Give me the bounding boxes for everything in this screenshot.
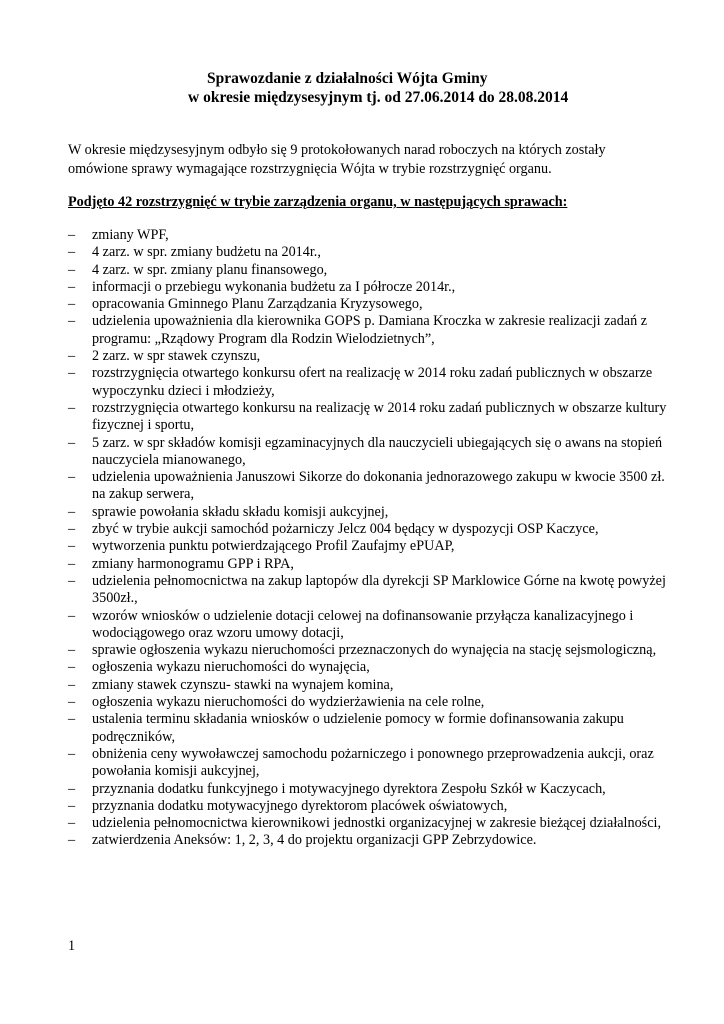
list-item-text: opracowania Gminnego Planu Zarządzania Kryzysowego, — [92, 296, 423, 313]
list-item-text: udzielenia upoważnienia dla kierownika GOPS p. Damiana Kroczka w zakresie realizacji zadań z programu: „Rządowy Program dla Rodzin Wielodzietnych”, — [92, 313, 648, 347]
bullet-dash: – — [68, 815, 76, 832]
list-item-text: 5 zarz. w spr składów komisji egzaminacyjnych dla nauczycieli ubiegających się o awans na stopień nauczyciela mianowanego, — [92, 434, 663, 468]
list-item — [68, 244, 668, 261]
bullet-dash: – — [68, 538, 76, 555]
bullet-dash: – — [68, 642, 76, 659]
bullet-dash: – — [68, 227, 76, 243]
list-item-text: rozstrzygnięcia otwartego konkursu ofert na realizację w 2014 roku zadań publicznych w obszarze wypoczynku dzieci i młodzieży, — [92, 365, 653, 399]
list-item — [68, 711, 668, 746]
bullet-dash: – — [68, 521, 76, 538]
bullet-dash: – — [68, 503, 76, 520]
list-item-text: udzielenia pełnomocnictwa kierownikowi jednostki organizacyjnej w zakresie bieżącej działalności, — [92, 815, 661, 832]
list-item — [68, 815, 668, 832]
list-item-text: zbyć w trybie aukcji samochód pożarniczy Jelcz 004 będący w dyspozycji OSP Kaczyce, — [92, 521, 599, 538]
list-item — [68, 313, 668, 348]
bullet-dash: – — [68, 676, 76, 693]
section-heading: Podjęto 42 rozstrzygnięć w trybie zarządzenia organu, w następujących sprawach: — [68, 194, 568, 210]
list-item — [68, 538, 668, 555]
list-item — [68, 746, 668, 781]
decisions-list — [68, 227, 668, 850]
list-item — [68, 642, 668, 659]
list-item — [68, 608, 668, 643]
list-item — [68, 832, 668, 849]
list-item — [68, 694, 668, 711]
bullet-dash: – — [68, 278, 76, 295]
bullet-dash: – — [68, 780, 76, 797]
list-item-text: sprawie ogłoszenia wykazu nieruchomości przeznaczonych do wynajęcia na stację sejsmologiczną, — [92, 642, 657, 659]
bullet-dash: – — [68, 832, 76, 849]
list-item-text: udzielenia upoważnienia Januszowi Sikorze do dokonania jednorazowego zakupu w kwocie 3500 zł. na zakup serwera, — [92, 469, 665, 503]
list-item — [68, 521, 668, 538]
list-item — [68, 556, 668, 573]
list-item — [68, 798, 668, 815]
list-item-text: ogłoszenia wykazu nieruchomości do wydzierżawienia na cele rolne, — [92, 694, 485, 711]
list-item — [68, 400, 668, 435]
list-item — [68, 573, 668, 608]
bullet-dash: – — [68, 261, 76, 278]
list-item-text: sprawie powołania składu składu komisji aukcyjnej, — [92, 503, 389, 520]
list-item-text: zatwierdzenia Aneksów: 1, 2, 3, 4 do projektu organizacji GPP Zebrzydowice. — [92, 832, 537, 849]
bullet-dash: – — [68, 572, 76, 589]
list-item-text: 4 zarz. w spr. zmiany budżetu na 2014r., — [92, 244, 321, 261]
bullet-dash: – — [68, 711, 76, 728]
document-title-line-1: Sprawozdanie z działalności Wójta Gminy — [207, 70, 488, 87]
list-item-text: wzorów wniosków o udzielenie dotacji celowej na dofinansowanie przyłącza kanalizacyjnego i wodociągowego oraz wzoru umowy dotacji, — [92, 607, 634, 641]
list-item-text: rozstrzygnięcia otwartego konkursu na realizację w 2014 roku zadań publicznych w obszarze kultury fizycznej i sportu, — [92, 399, 667, 434]
bullet-dash: – — [68, 348, 76, 365]
list-item — [68, 365, 668, 400]
bullet-dash: – — [68, 469, 76, 486]
list-item — [68, 227, 668, 244]
bullet-dash: – — [68, 555, 76, 572]
list-item — [68, 279, 668, 296]
bullet-dash: – — [68, 745, 76, 762]
list-item-text: ogłoszenia wykazu nieruchomości do wynajęcia, — [92, 659, 370, 676]
list-item-text: zmiany WPF, — [92, 227, 169, 243]
document-title-line-2: w okresie międzysesyjnym tj. od 27.06.2014 do 28.08.2014 — [188, 89, 569, 106]
bullet-dash: – — [68, 434, 76, 451]
list-item-text: 4 zarz. w spr. zmiany planu finansowego, — [92, 261, 328, 278]
bullet-dash: – — [68, 797, 76, 814]
list-item — [68, 296, 668, 313]
bullet-dash: – — [68, 296, 76, 313]
list-item — [68, 348, 668, 365]
list-item — [68, 781, 668, 798]
list-item — [68, 469, 668, 504]
list-item — [68, 677, 668, 694]
list-item — [68, 504, 668, 521]
list-item-text: przyznania dodatku motywacyjnego dyrektorom placówek oświatowych, — [92, 797, 508, 814]
bullet-dash: – — [68, 365, 76, 382]
bullet-dash: – — [68, 244, 76, 261]
list-item-text: zmiany stawek czynszu- stawki na wynajem komina, — [92, 676, 394, 693]
bullet-dash: – — [68, 659, 76, 676]
bullet-dash: – — [68, 399, 76, 416]
list-item-text: obniżenia ceny wywoławczej samochodu pożarniczego i ponownego przeprowadzenia aukcji, oraz powołania komisji aukcyjnej, — [92, 745, 654, 780]
list-item — [68, 435, 668, 470]
list-item-text: zmiany harmonogramu GPP i RPA, — [92, 555, 294, 572]
page-number: 1 — [68, 938, 76, 954]
list-item-text: ustalenia terminu składania wniosków o udzielenie pomocy w formie dofinansowania zakupu podręczników, — [92, 711, 624, 745]
list-item — [68, 262, 668, 279]
bullet-dash: – — [68, 694, 76, 711]
list-item-text: wytworzenia punktu potwierdzającego Profil Zaufajmy ePUAP, — [92, 538, 455, 555]
list-item-text: 2 zarz. w spr stawek czynszu, — [92, 348, 261, 365]
intro-paragraph: W okresie międzysesyjnym odbyło się 9 protokołowanych narad roboczych na których zostały omówione sprawy wymagające rozstrzygnięcia Wójta w trybie rozstrzygnięć organu. — [68, 142, 606, 177]
list-item-text: informacji o przebiegu wykonania budżetu za I półrocze 2014r., — [92, 278, 456, 295]
bullet-dash: – — [68, 607, 76, 624]
list-item-text: udzielenia pełnomocnictwa na zakup laptopów dla dyrekcji SP Marklowice Górne na kwotę powyżej 3500zł., — [92, 572, 666, 607]
bullet-dash: – — [68, 313, 76, 330]
list-item — [68, 659, 668, 676]
list-item-text: przyznania dodatku funkcyjnego i motywacyjnego dyrektora Zespołu Szkół w Kaczycach, — [92, 780, 606, 797]
